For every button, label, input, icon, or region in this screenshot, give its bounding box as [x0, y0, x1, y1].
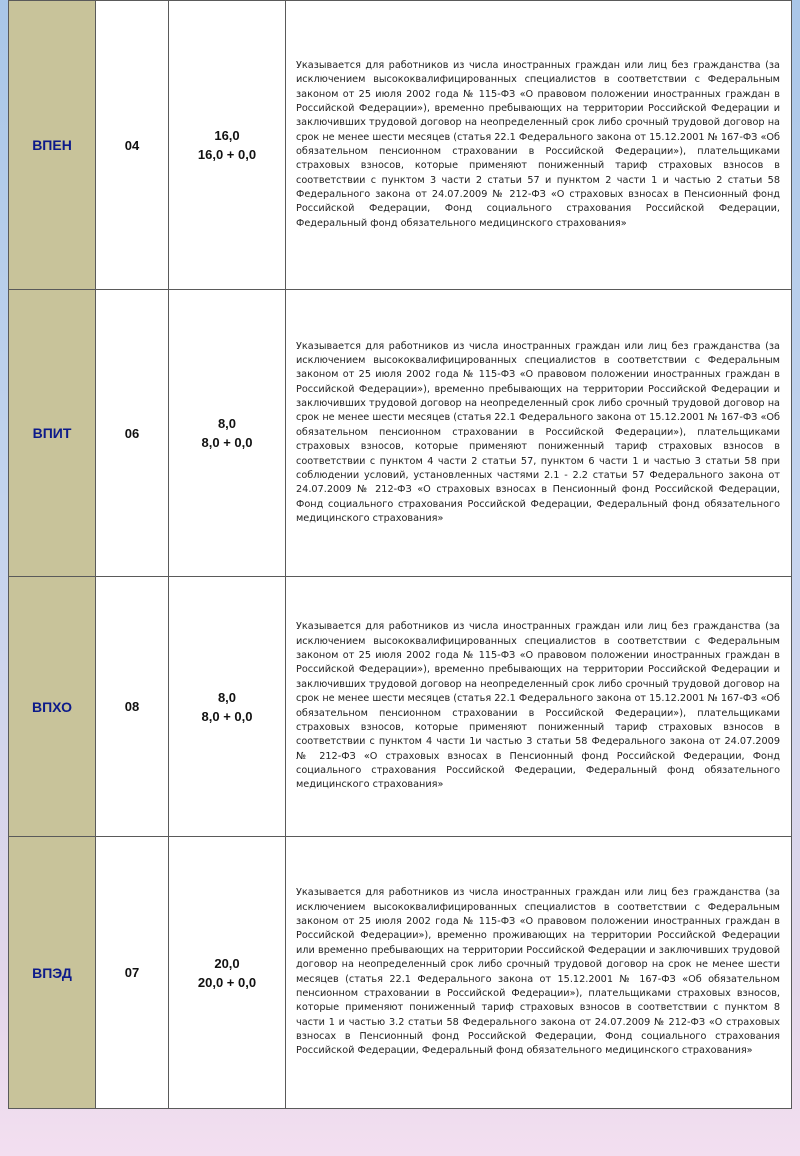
description-cell: Указывается для работников из числа иностранных граждан или лиц без гражданства (за исключением высококвалифицированных специалистов в соответствии с Федеральным законом от 25 июля 2002 года № 115-ФЗ «О правовом положении иностранных граждан в Российской Федерации»), временно проживающих на территории Российской Федерации или временно пребывающих на территории Российской Федерации и заключивших трудовой договор на неопределенный срок либо срочный трудовой договор на срок не менее шести месяцев (статья 22.1 Федерального закона от 15.12.2001 № 167-ФЗ «Об обязательном пенсионном страховании в Российской Федерации»), плательщиками страховых взносов, которые применяют пониженный тариф страховых взносов в соответствии с пунктом 8 части 1 и частью 3.2 статьи 58 Федерального закона от 24.07.2009 № 212-ФЗ «О страховых взносах в Пенсионный фонд Российской Федерации, Фонд социального страхования Российской Федерации, Федеральный фонд обязательного медицинского страхования» — [286, 837, 792, 1109]
description-cell: Указывается для работников из числа иностранных граждан или лиц без гражданства (за исключением высококвалифицированных специалистов в соответствии с Федеральным законом от 25 июля 2002 года № 115-ФЗ «О правовом положении иностранных граждан в Российской Федерации»), временно пребывающих на территории Российской Федерации и заключивших трудовой договор на неопределенный срок либо срочный трудовой договор на срок не менее шести месяцев (статья 22.1 Федерального закона от 15.12.2001 № 167-ФЗ «Об обязательном пенсионном страховании в Российской Федерации»), плательщиками страховых взносов, которые применяют пониженный тариф страховых взносов в соответствии с пунктом 4 части 1и частью 3 статьи 58 Федерального закона от 24.07.2009 № 212-ФЗ «О страховых взносах в Пенсионный фонд Российской Федерации, Фонд социального страхования Российской Федерации, Федеральный фонд обязательного медицинского страхования» — [286, 577, 792, 837]
tariff-code-cell: ВПХО — [9, 577, 96, 837]
description-cell: Указывается для работников из числа иностранных граждан или лиц без гражданства (за исключением высококвалифицированных специалистов в соответствии с Федеральным законом от 25 июля 2002 года № 115-ФЗ «О правовом положении иностранных граждан в Российской Федерации»), временно пребывающих на территории Российской Федерации и заключивших трудовой договор на неопределенный срок либо срочный трудовой договор на срок не менее шести месяцев (статья 22.1 Федерального закона от 15.12.2001 № 167-ФЗ «Об обязательном пенсионном страховании в Российской Федерации»), плательщиками страховых взносов, которые применяют пониженный тариф страховых взносов в соответствии с пунктом 3 части 2 статьи 57 и пунктом 2 части 1 и частью 2 статьи 58 Федерального закона от 24.07.2009 № 212-ФЗ «О страховых взносах в Пенсионный фонд Российской Федерации, Фонд социального страхования Российской Федерации, Федеральный фонд обязательного медицинского страхования» — [286, 1, 792, 290]
rate-total: 8,0 — [217, 689, 237, 705]
rate-cell — [169, 837, 286, 1109]
rate-breakdown: 8,0 + 0,0 — [201, 435, 253, 450]
rate-cell — [169, 577, 286, 837]
rate-total: 8,0 — [217, 416, 237, 431]
rate-cell — [169, 1, 286, 290]
tariff-code-cell: ВПЭД — [9, 837, 96, 1109]
rate-total: 16,0 — [214, 128, 240, 143]
description-cell: Указывается для работников из числа иностранных граждан или лиц без гражданства (за исключением высококвалифицированных специалистов в соответствии с Федеральным законом от 25 июля 2002 года № 115-ФЗ «О правовом положении иностранных граждан в Российской Федерации»), временно пребывающих на территории Российской Федерации и заключивших трудовой договор на неопределенный срок либо срочный трудовой договор на срок не менее шести месяцев (статья 22.1 Федерального закона от 15.12.2001 № 167-ФЗ «Об обязательном пенсионном страховании в Российской Федерации»), плательщиками страховых взносов, которые применяют пониженный тариф страховых взносов в соответствии с пунктом 4 части 2 статьи 57, пунктом 6 части 1 и частью 3 статьи 58 при соблюдении условий, установленных частями 2.1 - 2.2 статьи 57 Федерального закона от 24.07.2009 № 212-ФЗ «О страховых взносах в Пенсионный фонд Российской Федерации, Фонд социального страхования Российской Федерации, Федеральный фонд обязательного медицинского страхования» — [286, 290, 792, 577]
table-row — [9, 837, 792, 1109]
table-row — [9, 577, 792, 837]
tariff-code-cell: ВПЕН — [9, 1, 96, 290]
code-number-cell: 04 — [96, 1, 169, 290]
rate-cell — [169, 290, 286, 577]
rate-breakdown: 20,0 + 0,0 — [197, 974, 257, 990]
rate-total: 20,0 — [214, 955, 240, 971]
rate-breakdown: 16,0 + 0,0 — [197, 147, 257, 162]
tariff-codes-table — [8, 0, 792, 1109]
code-number-cell: 08 — [96, 577, 169, 837]
code-number-cell: 07 — [96, 837, 169, 1109]
table-row — [9, 1, 792, 290]
code-number-cell: 06 — [96, 290, 169, 577]
table-row — [9, 290, 792, 577]
tariff-code-cell: ВПИТ — [9, 290, 96, 577]
document-sheet — [8, 0, 792, 1109]
rate-breakdown: 8,0 + 0,0 — [201, 708, 253, 724]
